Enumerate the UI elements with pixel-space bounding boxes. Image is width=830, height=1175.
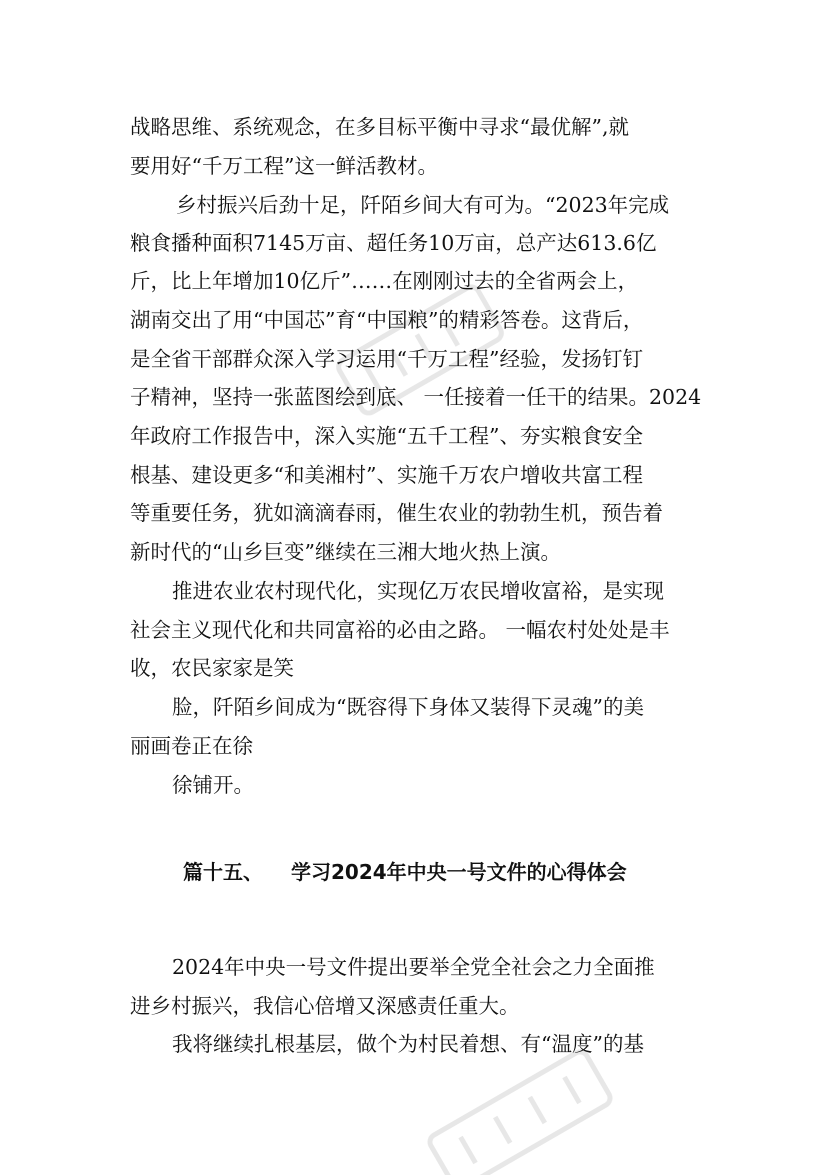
body-line: 丽画卷正在徐 — [130, 734, 253, 758]
body-line: 等重要任务，犹如滴滴春雨，催生农业的勃勃生机，预告着 — [130, 501, 663, 525]
section-number: 篇十五、 — [183, 860, 263, 884]
body-line: 要用好“千万工程”这一鲜活教材。 — [130, 154, 438, 178]
body-line: 进乡村振兴，我信心倍增又深感责任重大。 — [130, 994, 520, 1018]
body-line: 脸，阡陌乡间成为“既容得下身体又装得下灵魂”的美 — [172, 695, 644, 719]
body-line: 战略思维、系统观念，在多目标平衡中寻求“最优解”,就 — [130, 115, 629, 139]
body-line: 湖南交出了用“中国芯”育“中国粮”的精彩答卷。这背后， — [130, 308, 644, 332]
body-line: 是全省干部群众深入学习运用“千万工程”经验，发扬钉钉 — [130, 347, 643, 371]
body-line: 斤，比上年增加10亿斤”……在刚刚过去的全省两会上， — [130, 269, 639, 293]
body-line: 推进农业农村现代化，实现亿万农民增收富裕，是实现 — [172, 579, 664, 603]
body-line: 社会主义现代化和共同富裕的必由之路。 一幅农村处处是丰 — [130, 618, 670, 642]
body-line: 子精神，坚持一张蓝图绘到底、 一任接着一任干的结果。2024 — [130, 385, 702, 409]
section-heading — [183, 862, 627, 882]
section-title: 学习2024年中央一号文件的心得体会 — [291, 860, 627, 884]
body-line: 乡村振兴后劲十足，阡陌乡间大有可为。“2023年完成 — [176, 193, 670, 217]
body-line: 年政府工作报告中，深入实施“五千工程”、夯实粮食安全 — [130, 424, 643, 448]
body-line: 新时代的“山乡巨变”继续在三湘大地火热上演。 — [130, 540, 561, 564]
body-line: 收，农民家家是笑 — [130, 656, 294, 680]
body-line: 徐铺开。 — [172, 773, 254, 797]
body-line: 我将继续扎根基层，做个为村民着想、有“温度”的基 — [172, 1032, 644, 1056]
body-line: 粮食播种面积7145万亩、超任务10万亩，总产达613.6亿 — [130, 231, 657, 255]
body-line: 根基、建设更多“和美湘村”、实施千万农户增收共富工程 — [130, 463, 643, 487]
body-line: 2024年中央一号文件提出要举全党全社会之力全面推 — [172, 955, 655, 979]
